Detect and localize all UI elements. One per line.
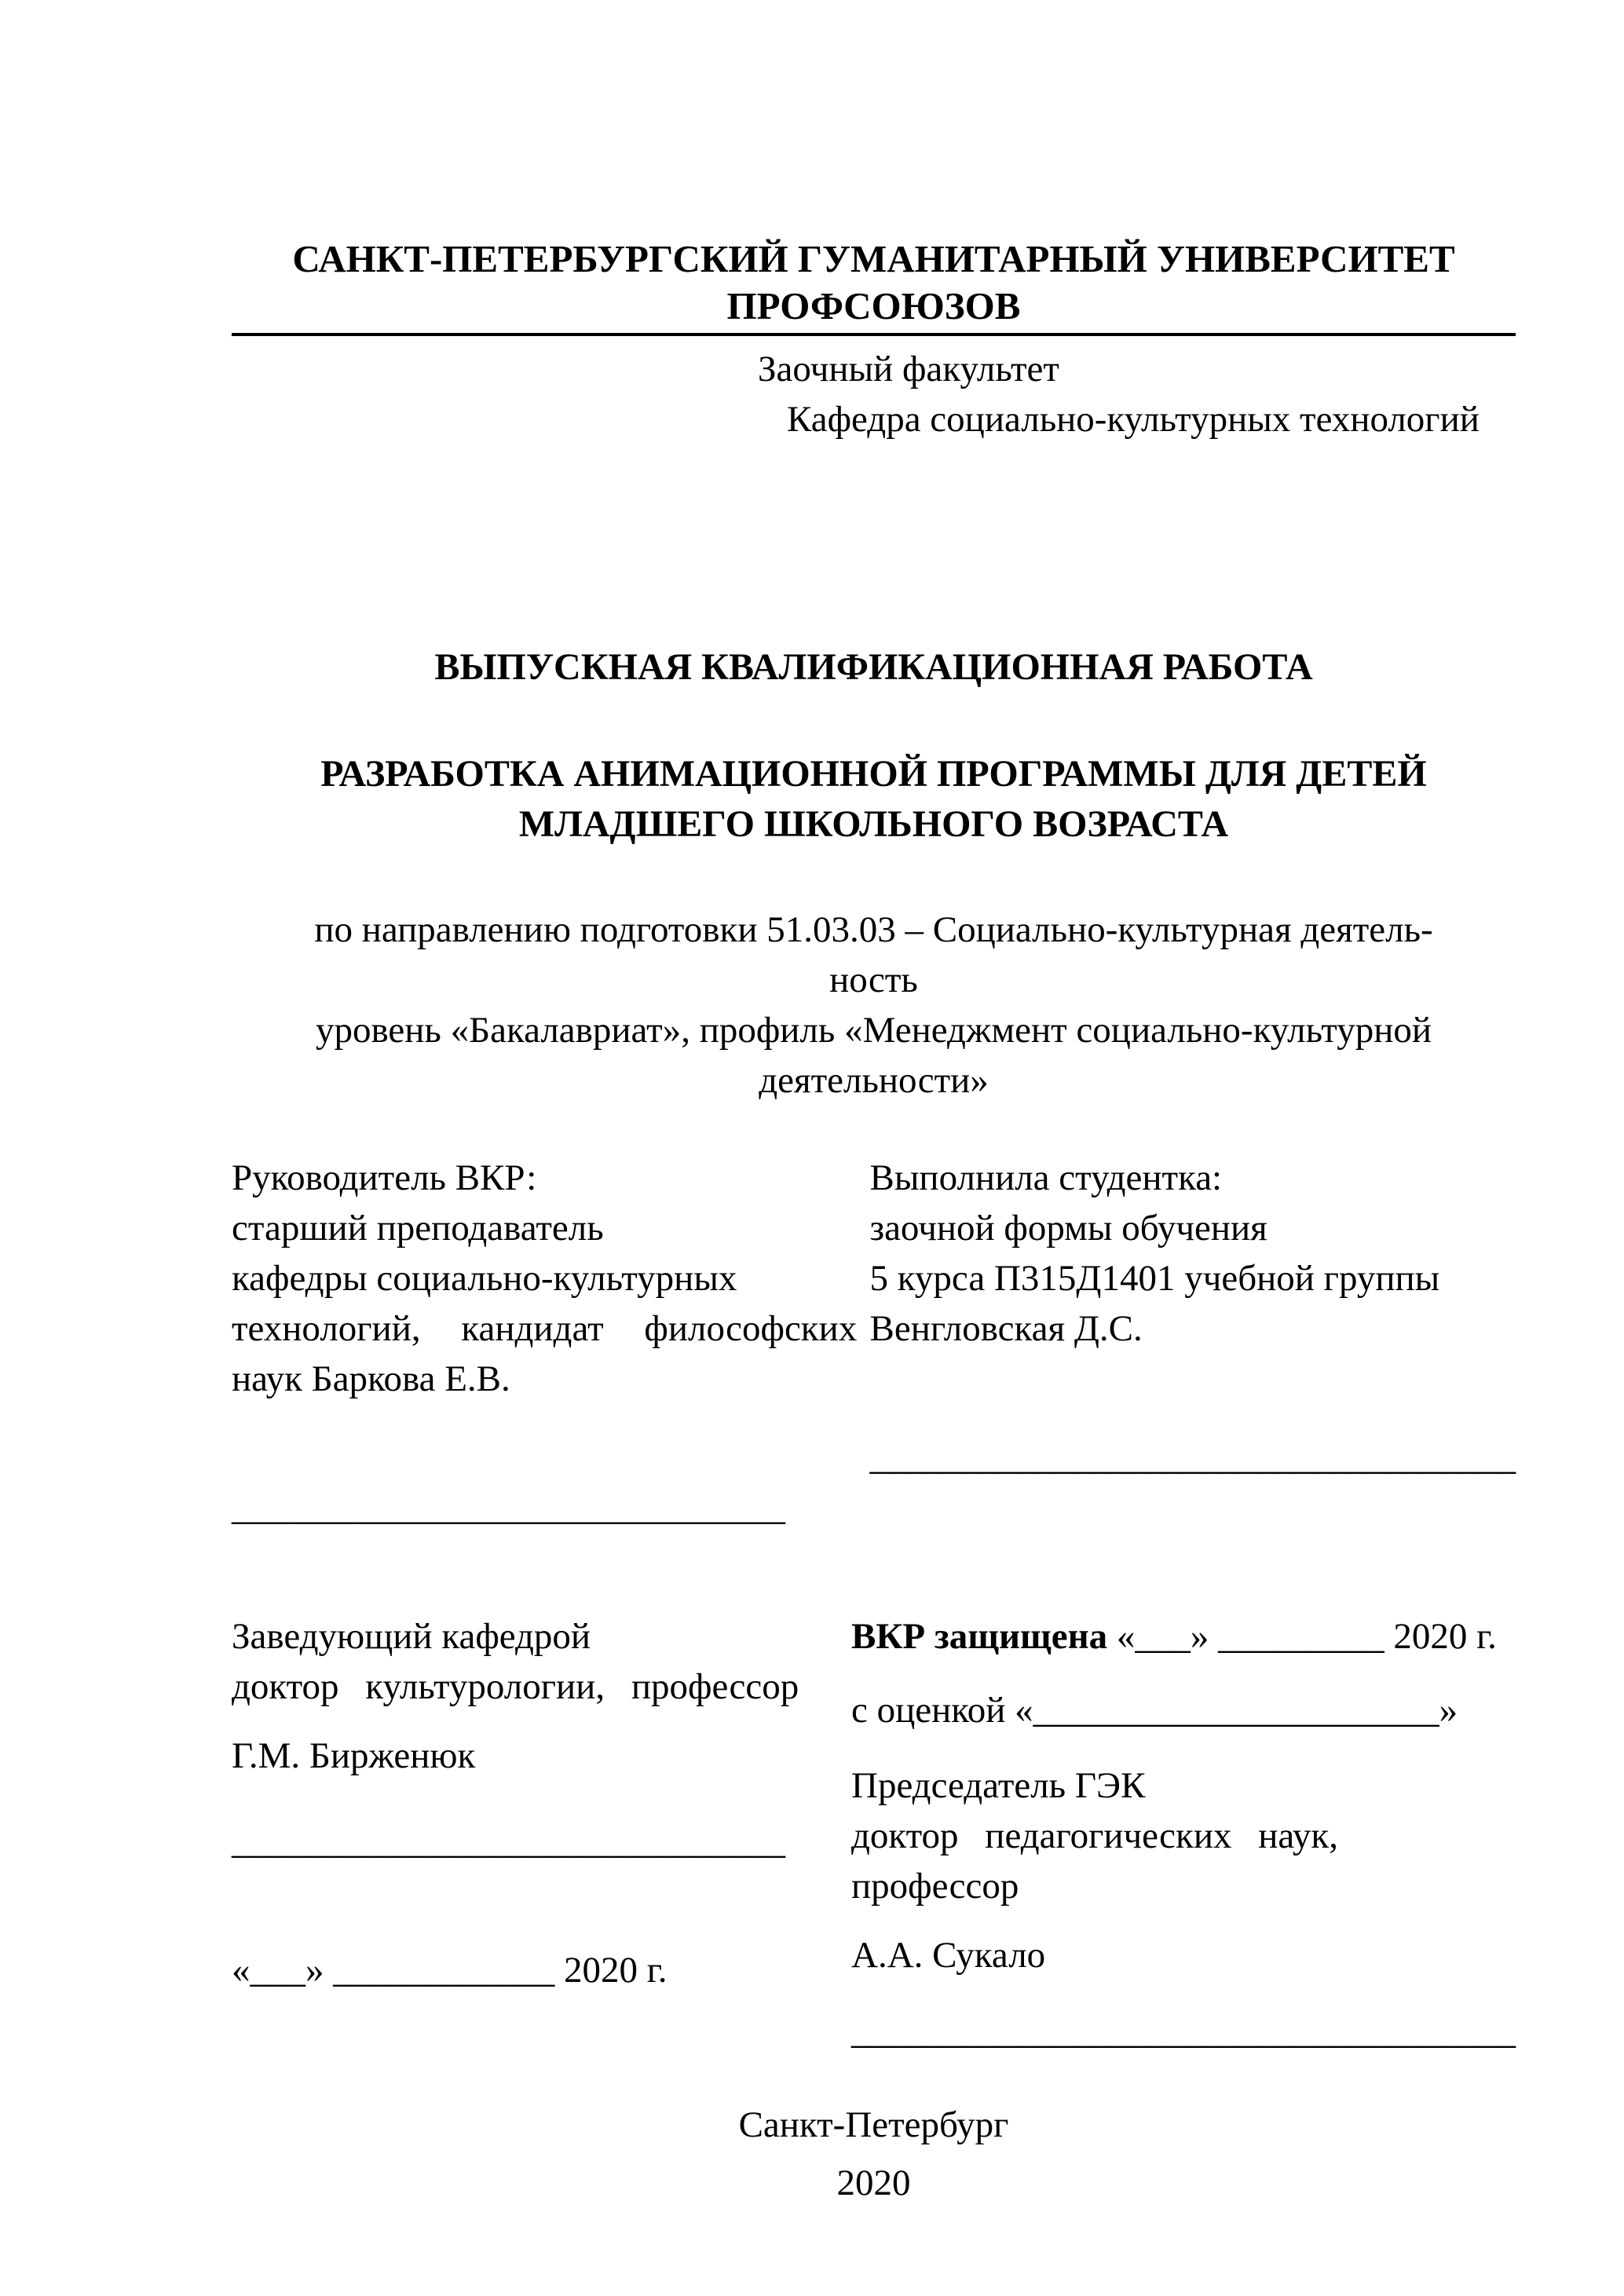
- defense-label: ВКР защищена: [851, 1616, 1108, 1657]
- student-group: 5 курса П315Д1401 учебной группы: [869, 1258, 1440, 1299]
- university-name-line2: ПРОФСОЮЗОВ: [726, 284, 1021, 327]
- program-direction-line1: по направлению подготовки 51.03.03 – Социально-культурная деятель-: [314, 909, 1433, 950]
- head-degree: доктор культурологии, профессор: [232, 1666, 799, 1707]
- affiliation-block: [232, 344, 1516, 444]
- head-date-line: «___» ____________ 2020 г.: [232, 1950, 668, 1991]
- head-signature-line: ______________________________: [232, 1821, 785, 1862]
- people-columns: [232, 1153, 1516, 1533]
- student-role: Выполнила студентка:: [869, 1157, 1223, 1198]
- student-form: заочной формы обучения: [869, 1208, 1267, 1249]
- work-type-heading: ВЫПУСКНАЯ КВАЛИФИКАЦИОННАЯ РАБОТА: [434, 646, 1313, 688]
- program-direction-line2: ность: [829, 960, 918, 1000]
- defense-grade-line: с оценкой «______________________»: [851, 1690, 1458, 1731]
- supervisor-position-line3: технологий, кандидат философских: [232, 1308, 858, 1349]
- university-header: [232, 236, 1516, 336]
- student-signature-line: ___________________________________: [869, 1437, 1516, 1478]
- head-name: Г.М. Бирженюк: [232, 1735, 476, 1776]
- defense-date-blanks: «___» _________ 2020 г.: [1107, 1616, 1497, 1657]
- defense-date-line: [851, 1611, 1516, 1662]
- approval-columns: [232, 1611, 1516, 2057]
- year: 2020: [836, 2163, 911, 2203]
- supervisor-name: наук Баркова Е.В.: [232, 1358, 510, 1399]
- department-name: Кафедра социально-культурных технологий: [787, 399, 1480, 440]
- thesis-title-line2: МЛАДШЕГО ШКОЛЬНОГО ВОЗРАСТА: [518, 803, 1229, 845]
- supervisor-position-line2: кафедры социально-культурных: [232, 1258, 737, 1299]
- student-name: Венгловская Д.С.: [869, 1308, 1143, 1349]
- program-info: [232, 905, 1516, 1106]
- defense-signature-line: ____________________________________: [851, 2011, 1516, 2052]
- supervisor-signature-line: ______________________________: [232, 1487, 785, 1528]
- thesis-title-line1: РАЗРАБОТКА АНИМАЦИОННОЙ ПРОГРАММЫ ДЛЯ ДЕТЕЙ: [320, 753, 1427, 795]
- chair-name: А.А. Сукало: [851, 1935, 1046, 1976]
- supervisor-role: Руководитель ВКР:: [232, 1157, 537, 1198]
- chair-title: Председатель ГЭК: [851, 1765, 1146, 1806]
- program-level-line2: деятельности»: [759, 1060, 989, 1101]
- footer-block: [232, 2100, 1516, 2208]
- program-level-line1: уровень «Бакалавриат», профиль «Менеджмент социально-культурной: [315, 1010, 1432, 1051]
- supervisor-block: [232, 1153, 870, 1533]
- city: Санкт-Петербург: [738, 2104, 1009, 2145]
- defense-block: [851, 1611, 1516, 2057]
- supervisor-position-line1: старший преподаватель: [232, 1208, 604, 1249]
- university-name-line1: САНКТ-ПЕТЕРБУРГСКИЙ ГУМАНИТАРНЫЙ УНИВЕРСИТЕТ: [292, 237, 1455, 280]
- chair-degree: доктор педагогических наук, профессор: [851, 1815, 1338, 1907]
- head-role: Заведующий кафедрой: [232, 1616, 591, 1657]
- student-block: [870, 1153, 1516, 1533]
- head-of-department-block: [232, 1611, 851, 2057]
- thesis-title: [232, 749, 1516, 850]
- faculty-name: Заочный факультет: [758, 349, 1059, 389]
